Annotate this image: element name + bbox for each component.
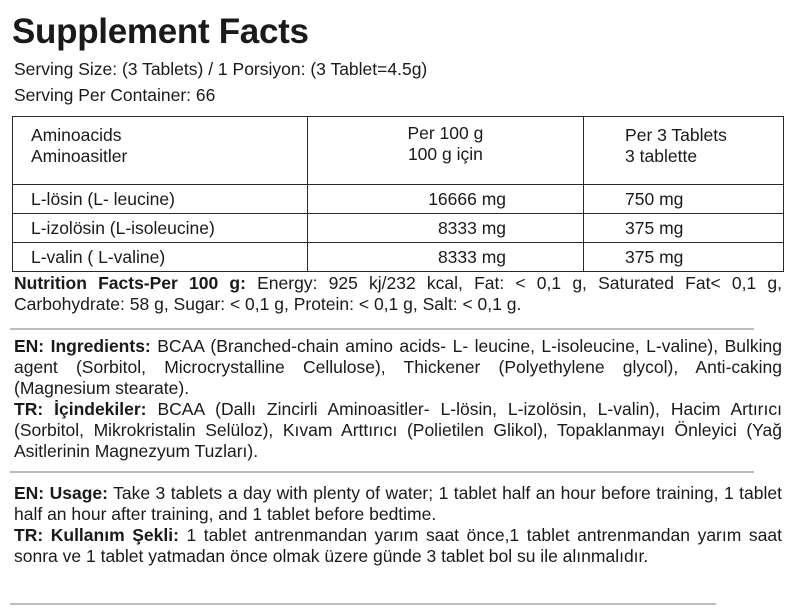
header-aminoacids-tr: Aminoasitler xyxy=(31,146,128,166)
ingredients-en-text: BCAA (Branched-chain amino acids- L- leucine, L-isoleucine, L-valine), Bulking agent (Sorbitol, Microcrystalline Cellulose), Thickener (Polyethylene glycol), Anti-caking (Magnesium stearate). xyxy=(14,336,782,398)
divider xyxy=(10,471,754,473)
table-row xyxy=(13,214,784,243)
header-aminoacids-en: Aminoacids xyxy=(31,125,122,145)
ingredients-tr xyxy=(14,399,782,462)
header-per-3-tablets xyxy=(584,117,784,185)
nutrition-text: Energy: 925 kj/232 kcal, Fat: < 0,1 g, Saturated Fat< 0,1 g, Carbohydrate: 58 g, Sugar: < 0,1 g, Protein: < 0,1 g, Salt: < 0,1 g. xyxy=(14,273,782,314)
ingredients-en-label: EN: Ingredients: xyxy=(14,336,151,356)
serving-size: Serving Size: (3 Tablets) / 1 Porsiyon: (3 Tablet=4.5g) xyxy=(14,59,428,79)
row-per-3-tablets: 375 mg xyxy=(584,214,784,243)
row-name: L-lösin (L- leucine) xyxy=(13,185,308,214)
usage-section xyxy=(14,483,782,567)
nutrition-facts xyxy=(14,273,782,315)
ingredients-section xyxy=(14,336,782,462)
usage-en xyxy=(14,483,782,525)
header-aminoacids xyxy=(13,117,308,185)
row-per-100g: 8333 mg xyxy=(307,243,583,272)
row-per-100g: 8333 mg xyxy=(307,214,583,243)
header-per-100g-tr: 100 g için xyxy=(407,144,483,164)
row-per-3-tablets: 375 mg xyxy=(584,243,784,272)
row-per-100g: 16666 mg xyxy=(307,185,583,214)
header-per-100g xyxy=(307,117,583,185)
serving-per-container: Serving Per Container: 66 xyxy=(14,85,216,105)
row-name: L-valin ( L-valine) xyxy=(13,243,308,272)
page-title: Supplement Facts xyxy=(12,12,309,51)
table-row xyxy=(13,185,784,214)
ingredients-tr-text: BCAA (Dallı Zincirli Aminoasitler- L-lösin, L-izolösin, L-valin), Hacim Artırıcı (Sorbitol, Mikrokristalin Selüloz), Kıvam Arttırıcı (Polietilen Glikol), Topaklanmayı Önleyici (Yağ Asitlerinin Magnezyum Tuzları). xyxy=(14,399,782,461)
usage-en-label: EN: Usage: xyxy=(14,483,108,503)
table-header-row xyxy=(13,117,784,185)
row-name: L-izolösin (L-isoleucine) xyxy=(13,214,308,243)
header-per-3-tablets-en: Per 3 Tablets xyxy=(625,125,727,145)
header-per-3-tablets-tr: 3 tablette xyxy=(625,146,698,166)
divider xyxy=(10,603,716,605)
ingredients-tr-label: TR: İçindekiler: xyxy=(14,399,147,419)
usage-tr xyxy=(14,525,782,567)
row-per-3-tablets: 750 mg xyxy=(584,185,784,214)
divider xyxy=(10,328,754,330)
usage-en-text: Take 3 tablets a day with plenty of water; 1 tablet half an hour before training, 1 tablet half an hour after training, and 1 tablet before bedtime. xyxy=(14,483,782,524)
nutrition-label: Nutrition Facts-Per 100 g: xyxy=(14,273,246,293)
table-row xyxy=(13,243,784,272)
usage-tr-label: TR: Kullanım Şekli: xyxy=(14,525,179,545)
header-per-100g-en: Per 100 g xyxy=(407,123,484,143)
ingredients-en xyxy=(14,336,782,399)
aminoacid-table xyxy=(12,116,784,272)
usage-tr-text: 1 tablet antrenmandan yarım saat önce,1 tablet antrenmandan yarım saat sonra ve 1 tablet yatmadan önce olmak üzere günde 3 tablet bol su ile alınmalıdır. xyxy=(14,525,782,566)
